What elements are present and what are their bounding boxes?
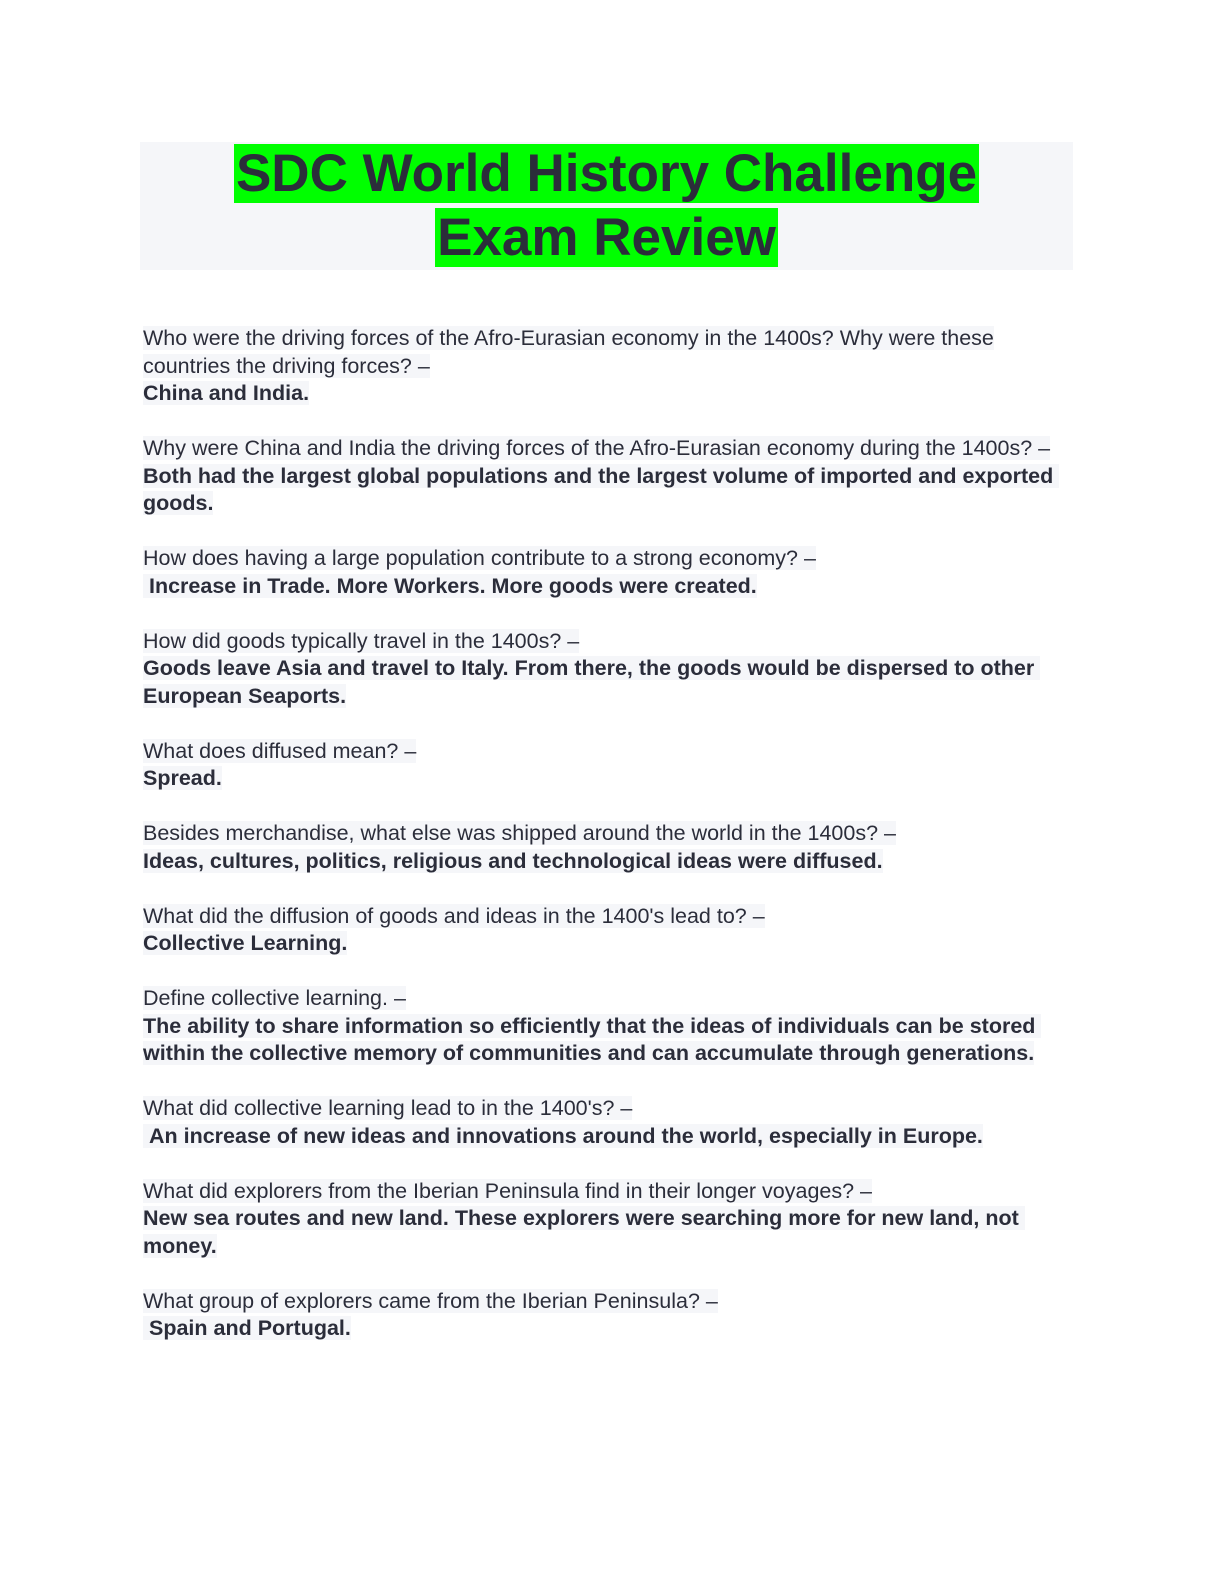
qa-item: [143, 1288, 1078, 1343]
title-highlight: Exam Review: [437, 208, 776, 267]
answer: Both had the largest global populations and the largest volume of imported and exported goods.: [143, 463, 1060, 515]
question: Besides merchandise, what else was shipped around the world in the 1400s? –: [143, 821, 896, 845]
answer: An increase of new ideas and innovations around the world, especially in Europe.: [143, 1123, 983, 1148]
question: What does diffused mean? –: [143, 738, 417, 763]
question: How did goods typically travel in the 1400s? –: [143, 628, 580, 653]
question: What did explorers from the Iberian Peninsula find in their longer voyages? –: [143, 1178, 873, 1203]
title-block: [140, 142, 1073, 270]
answer: Increase in Trade. More Workers. More goods were created.: [143, 573, 757, 598]
answer: Goods leave Asia and travel to Italy. From there, the goods would be dispersed to other European Seaports.: [143, 656, 1041, 708]
qa-item: [143, 325, 1078, 408]
answer: New sea routes and new land. These explorers were searching more for new land, not money.: [143, 1206, 1025, 1258]
answer: The ability to share information so efficiently that the ideas of individuals can be stored within the collective memory of communities and can accumulate through generations.: [143, 1013, 1042, 1065]
qa-item: [143, 985, 1078, 1068]
title-line-1: [140, 142, 1073, 206]
qa-item: [143, 1095, 1078, 1150]
qa-list: [143, 325, 1078, 1370]
qa-item: [143, 903, 1078, 958]
answer: Collective Learning.: [143, 931, 348, 955]
qa-item: [143, 545, 1078, 600]
question: Define collective learning. –: [143, 986, 406, 1010]
question: What did collective learning lead to in the 1400's? –: [143, 1096, 633, 1120]
answer: Spread.: [143, 766, 222, 790]
answer: Ideas, cultures, politics, religious and technological ideas were diffused.: [143, 848, 883, 873]
qa-item: [143, 820, 1078, 875]
title-line-2: [140, 206, 1073, 270]
question: What did the diffusion of goods and ideas in the 1400's lead to? –: [143, 903, 765, 928]
qa-item: [143, 1178, 1078, 1261]
question: What group of explorers came from the Iberian Peninsula? –: [143, 1288, 718, 1313]
qa-item: [143, 435, 1078, 518]
question: How does having a large population contribute to a strong economy? –: [143, 546, 816, 570]
qa-item: [143, 628, 1078, 711]
answer: China and India.: [143, 381, 310, 405]
question: Who were the driving forces of the Afro-Eurasian economy in the 1400s? Why were these countries the driving forces? –: [143, 326, 994, 378]
qa-item: [143, 738, 1078, 793]
answer: Spain and Portugal.: [143, 1316, 351, 1340]
title-highlight: SDC World History Challenge: [235, 144, 978, 203]
question: Why were China and India the driving forces of the Afro-Eurasian economy during the 1400s? –: [143, 436, 1051, 460]
